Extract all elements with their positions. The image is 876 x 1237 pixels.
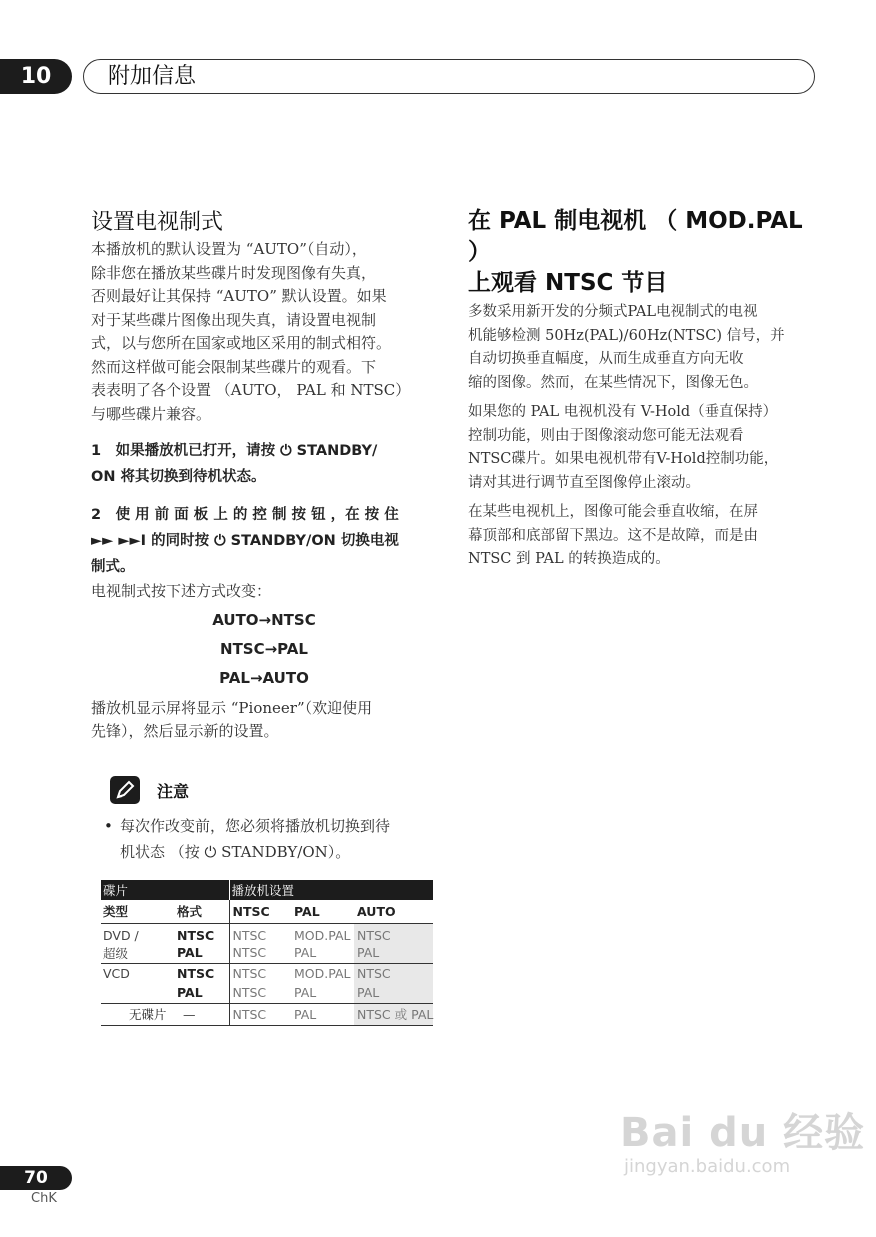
note-bullet: • — [104, 817, 113, 835]
text-line: 多数采用新开发的分频式PAL电视制式的电视 — [468, 304, 758, 320]
text-line: 幕顶部和底部留下黑边。这不是故障，而是由 — [468, 527, 758, 544]
sequence-item: NTSC→PAL — [220, 639, 308, 658]
right-paragraph-3 — [468, 501, 818, 572]
section-heading — [468, 206, 818, 299]
table-row — [101, 923, 433, 943]
header-type: 类型 — [103, 904, 129, 920]
text-line: 否则最好让其保持 “AUTO” 默认设置。如果 — [91, 287, 387, 305]
step-line: 制式。 — [91, 559, 135, 575]
cell-pal: MOD.PAL — [294, 965, 351, 981]
text-line: NTSC碟片。如果电视机带有V-Hold控制功能， — [468, 451, 779, 467]
header-pal: PAL — [294, 903, 320, 919]
table-row — [101, 983, 433, 1003]
cell-ntsc: NTSC — [229, 963, 291, 983]
note-pencil-icon — [110, 776, 140, 804]
cell-format: NTSC — [177, 965, 215, 981]
display-paragraph — [91, 697, 437, 744]
watermark-brand: Bai du 经验 — [620, 1110, 866, 1156]
intro-paragraph — [91, 238, 437, 426]
sequence-item: AUTO→NTSC — [212, 610, 316, 629]
text-line: 先锋），然后显示新的设置。 — [91, 722, 279, 740]
cell-pal: PAL — [294, 945, 317, 961]
header-ntsc: NTSC — [229, 900, 291, 923]
sequence-list — [91, 606, 437, 693]
text-line: 然而这样做可能会限制某些碟片的观看。下 — [91, 357, 377, 376]
text-line: 如果您的 PAL 电视机没有 V-Hold（垂直保持） — [468, 404, 778, 420]
cell-ntsc: NTSC — [229, 943, 291, 963]
cell-auto: PAL — [354, 983, 433, 1003]
cell-ntsc: NTSC — [229, 1003, 291, 1025]
text-line: 对于某些碟片图像出现失真，请设置电视制 — [91, 310, 377, 329]
step-1 — [91, 438, 437, 490]
step-2 — [91, 502, 437, 580]
cell-auto: NTSC — [354, 963, 433, 983]
text-line: 控制功能，则由于图像滚动您可能无法观看 — [468, 427, 744, 444]
watermark — [620, 1110, 865, 1177]
text-line: 自动切换垂直幅度，从而生成垂直方向无收 — [468, 351, 744, 367]
step-line: 1 如果播放机已打开，请按 ⏻ STANDBY/ — [91, 443, 378, 459]
step-line: ON 将其切换到待机状态。 — [91, 469, 266, 485]
cell-auto: NTSC 或 PAL — [354, 1003, 433, 1025]
heading-line: 在 PAL 制电视机 （ MOD.PAL ） — [468, 208, 803, 265]
text-line: 每次作改变前，您必须将播放机切换到待 — [120, 817, 391, 835]
table-row — [101, 963, 433, 983]
text-line: 表表明了各个设置 （AUTO， PAL 和 NTSC） — [91, 381, 411, 399]
cell-auto: PAL — [354, 943, 433, 963]
cell-auto: NTSC — [354, 923, 433, 943]
text-line: NTSC 到 PAL 的转换造成的。 — [468, 551, 670, 567]
text-line: 与哪些碟片兼容。 — [91, 404, 212, 423]
page-number: 70 — [0, 1166, 72, 1190]
cell-format: PAL — [177, 985, 203, 1001]
heading-line: 上观看 NTSC 节目 — [468, 270, 668, 296]
text-line: 缩的图像。然而，在某些情况下，图像无色。 — [468, 374, 758, 391]
cell-ntsc: NTSC — [229, 923, 291, 943]
right-paragraph-1 — [468, 301, 818, 395]
cell-pal: PAL — [294, 1006, 317, 1022]
header-disc: 碟片 — [103, 883, 129, 898]
right-column — [468, 206, 818, 572]
right-paragraph-2 — [468, 401, 818, 495]
language-code: ChK — [31, 1191, 57, 1206]
cell-type: 超级 — [103, 945, 129, 961]
text-line: 机能够检测 50Hz(PAL)/60Hz(NTSC) 信号，并 — [468, 327, 785, 344]
cell-type: DVD / — [103, 927, 139, 943]
header-format: 格式 — [177, 904, 203, 920]
header-auto: AUTO — [357, 903, 396, 919]
text-line: 式，以与您所在国家或地区采用的制式相符。 — [91, 334, 392, 352]
sequence-item: PAL→AUTO — [219, 668, 309, 687]
step-line: 2 使 用 前 面 板 上 的 控 制 按 钮 ，在 按 住 — [91, 507, 399, 523]
header-player-setting: 播放机设置 — [229, 880, 433, 900]
text-line: 请对其进行调节直至图像停止滚动。 — [468, 474, 700, 491]
text-line: 在某些电视机上，图像可能会垂直收缩，在屏 — [468, 504, 758, 520]
change-text: 电视制式按下述方式改变： — [91, 582, 272, 600]
cell-format: NTSC — [177, 927, 215, 943]
note-text — [120, 815, 438, 864]
table-row — [101, 1003, 433, 1025]
text-line: 机状态 （按 ⏻ STANDBY/ON）。 — [120, 842, 351, 861]
compat-table — [101, 880, 433, 1026]
chapter-number: 10 — [0, 59, 72, 94]
table-row — [101, 943, 433, 963]
cell-pal: PAL — [294, 985, 317, 1001]
chapter-title: 附加信息 — [83, 59, 815, 94]
left-column — [91, 208, 437, 744]
step-line: ►► ►►I 的同时按 ⏻ STANDBY/ON 切换电视 — [91, 533, 399, 549]
text-line: 本播放机的默认设置为 “AUTO”（自动）， — [91, 240, 367, 258]
watermark-url: jingyan.baidu.com — [624, 1156, 791, 1177]
cell-type: 无碟片 — [129, 1007, 167, 1022]
note-title: 注意 — [157, 782, 190, 801]
cell-pal: MOD.PAL — [294, 927, 351, 943]
section-heading: 设置电视制式 — [91, 210, 224, 235]
cell-type: VCD — [103, 965, 130, 981]
cell-format: PAL — [177, 945, 203, 961]
text-line: 播放机显示屏将显示 “Pioneer”（欢迎使用 — [91, 698, 373, 717]
cell-format: — — [183, 1006, 196, 1022]
text-line: 除非您在播放某些碟片时发现图像有失真， — [91, 263, 377, 282]
cell-ntsc: NTSC — [229, 983, 291, 1003]
